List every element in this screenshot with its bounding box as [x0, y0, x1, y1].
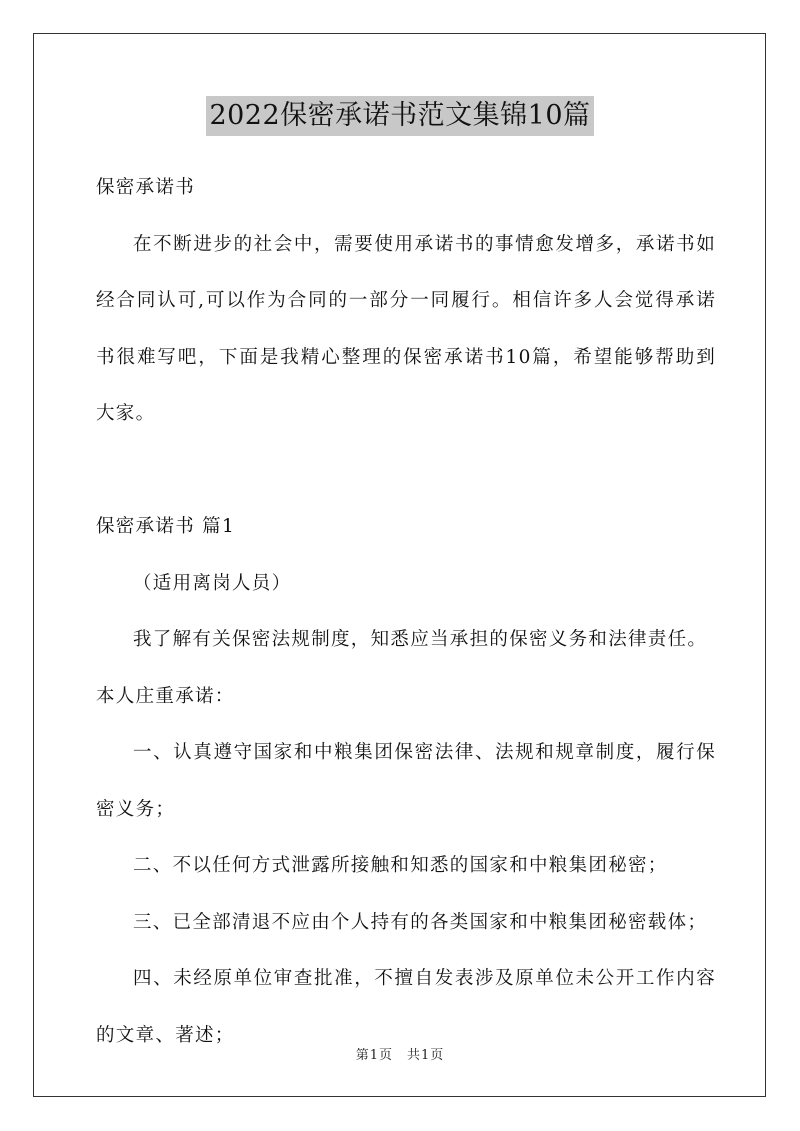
pledge-item-4: 四、未经原单位审查批准，不擅自发表涉及原单位未公开工作内容的文章、著述；	[96, 968, 716, 1046]
statement-paragraph: 我了解有关保密法规制度，知悉应当承担的保密义务和法律责任。	[133, 629, 708, 650]
pledge-item-2: 二、不以任何方式泄露所接触和知悉的国家和中粮集团秘密；	[133, 855, 668, 876]
blank-line	[96, 443, 716, 500]
page-footer: 第1页 共1页	[355, 1048, 445, 1063]
section-title: 保密承诺书 篇1	[96, 516, 236, 537]
section-subtitle: （适用离岗人员）	[133, 572, 292, 594]
pledge-intro: 本人庄重承诺：	[96, 685, 235, 707]
pledge-item-1: 一、认真遵守国家和中粮集团保密法律、法规和规章制度，履行保密义务；	[96, 742, 716, 820]
intro-paragraph: 在不断进步的社会中，需要使用承诺书的事情愈发增多，承诺书如经合同认可,可以作为合同的一部分一同履行。相信许多人会觉得承诺书很难写吧，下面是我精心整理的保密承诺书10篇，希望能够帮助到大家。	[96, 233, 716, 424]
pledge-item-3: 三、已全部清退不应由个人持有的各类国家和中粮集团秘密载体；	[133, 911, 708, 933]
doc-heading: 保密承诺书	[96, 177, 196, 198]
document-title: 2022保密承诺书范文集锦10篇	[206, 96, 593, 136]
title-container	[0, 96, 800, 136]
document-body	[96, 160, 716, 1064]
